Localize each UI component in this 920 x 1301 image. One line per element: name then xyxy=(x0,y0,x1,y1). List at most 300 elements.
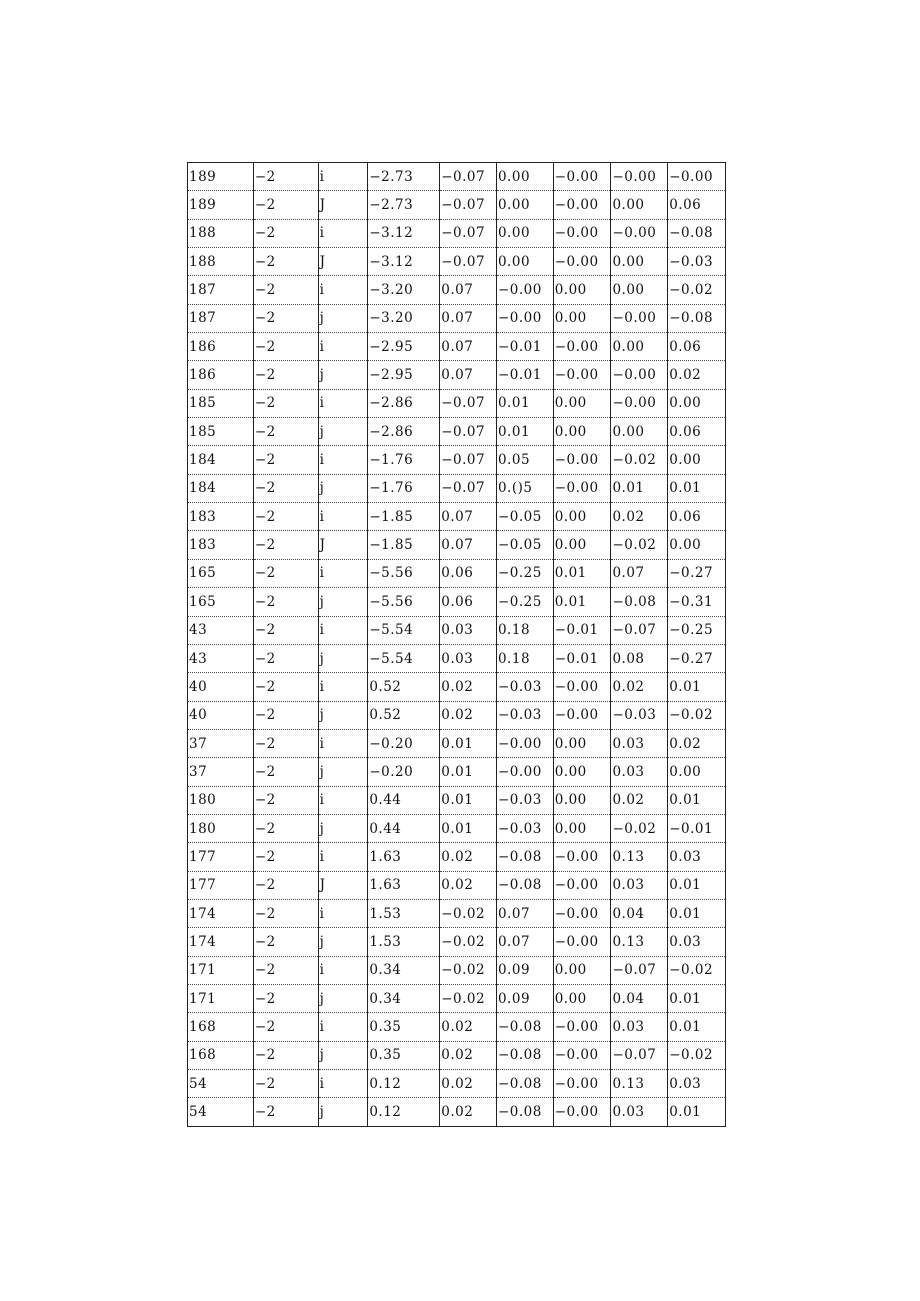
load-case-cell: −2 xyxy=(253,503,318,531)
torsion-cell: −0.00 xyxy=(553,1070,611,1098)
torsion-cell: −0.00 xyxy=(553,1098,611,1126)
axial-force-cell: −2.73 xyxy=(368,191,440,219)
element-id-cell: 168 xyxy=(188,1013,254,1041)
load-case-cell: −2 xyxy=(253,701,318,729)
element-id-cell: 180 xyxy=(188,814,254,842)
load-case-cell: −2 xyxy=(253,814,318,842)
node-end-cell: i xyxy=(318,446,368,474)
element-id-cell: 188 xyxy=(188,219,254,247)
load-case-cell: −2 xyxy=(253,248,318,276)
moment-y-cell: 0.02 xyxy=(611,673,668,701)
shear-z-cell: 0.18 xyxy=(496,616,553,644)
node-end-cell: i xyxy=(318,1013,368,1041)
table-row xyxy=(188,276,726,304)
element-id-cell: 177 xyxy=(188,843,254,871)
moment-y-cell: 0.03 xyxy=(611,758,668,786)
table-row xyxy=(188,361,726,389)
moment-z-cell: −0.02 xyxy=(668,701,726,729)
table-row xyxy=(188,418,726,446)
element-id-cell: 186 xyxy=(188,361,254,389)
moment-y-cell: −0.03 xyxy=(611,701,668,729)
torsion-cell: 0.00 xyxy=(553,418,611,446)
moment-z-cell: −0.02 xyxy=(668,956,726,984)
shear-z-cell: −0.01 xyxy=(496,333,553,361)
shear-y-cell: 0.03 xyxy=(440,644,497,672)
load-case-cell: −2 xyxy=(253,389,318,417)
node-end-cell: i xyxy=(318,956,368,984)
table-row xyxy=(188,333,726,361)
axial-force-cell: −1.85 xyxy=(368,503,440,531)
axial-force-cell: −2.95 xyxy=(368,333,440,361)
load-case-cell: −2 xyxy=(253,729,318,757)
shear-z-cell: −0.01 xyxy=(496,361,553,389)
torsion-cell: 0.01 xyxy=(553,559,611,587)
shear-z-cell: 0.00 xyxy=(496,219,553,247)
moment-z-cell: 0.00 xyxy=(668,389,726,417)
moment-z-cell: 0.06 xyxy=(668,503,726,531)
shear-y-cell: 0.07 xyxy=(440,304,497,332)
axial-force-cell: −2.95 xyxy=(368,361,440,389)
table-row xyxy=(188,163,726,191)
table-row xyxy=(188,559,726,587)
torsion-cell: 0.00 xyxy=(553,729,611,757)
torsion-cell: −0.00 xyxy=(553,899,611,927)
table-row xyxy=(188,814,726,842)
moment-y-cell: −0.08 xyxy=(611,588,668,616)
axial-force-cell: −3.12 xyxy=(368,219,440,247)
axial-force-cell: −5.54 xyxy=(368,616,440,644)
element-id-cell: 54 xyxy=(188,1070,254,1098)
moment-z-cell: 0.01 xyxy=(668,474,726,502)
shear-y-cell: 0.03 xyxy=(440,616,497,644)
moment-z-cell: 0.01 xyxy=(668,673,726,701)
moment-y-cell: 0.03 xyxy=(611,729,668,757)
shear-y-cell: 0.01 xyxy=(440,814,497,842)
load-case-cell: −2 xyxy=(253,1070,318,1098)
torsion-cell: −0.00 xyxy=(553,446,611,474)
element-id-cell: 37 xyxy=(188,729,254,757)
shear-z-cell: −0.03 xyxy=(496,701,553,729)
moment-y-cell: 0.13 xyxy=(611,843,668,871)
node-end-cell: i xyxy=(318,729,368,757)
moment-y-cell: 0.03 xyxy=(611,871,668,899)
moment-y-cell: −0.00 xyxy=(611,389,668,417)
axial-force-cell: 0.12 xyxy=(368,1070,440,1098)
element-id-cell: 185 xyxy=(188,389,254,417)
moment-z-cell: −0.03 xyxy=(668,248,726,276)
moment-y-cell: 0.13 xyxy=(611,1070,668,1098)
node-end-cell: i xyxy=(318,786,368,814)
shear-y-cell: 0.02 xyxy=(440,843,497,871)
shear-z-cell: −0.08 xyxy=(496,1013,553,1041)
moment-y-cell: 0.07 xyxy=(611,559,668,587)
torsion-cell: −0.01 xyxy=(553,644,611,672)
load-case-cell: −2 xyxy=(253,1041,318,1069)
torsion-cell: −0.00 xyxy=(553,1013,611,1041)
load-case-cell: −2 xyxy=(253,1013,318,1041)
torsion-cell: 0.00 xyxy=(553,304,611,332)
moment-z-cell: −0.25 xyxy=(668,616,726,644)
torsion-cell: −0.00 xyxy=(553,843,611,871)
shear-z-cell: 0.01 xyxy=(496,389,553,417)
torsion-cell: −0.00 xyxy=(553,219,611,247)
table-row xyxy=(188,899,726,927)
node-end-cell: j xyxy=(318,1098,368,1126)
axial-force-cell: 0.52 xyxy=(368,701,440,729)
moment-z-cell: 0.01 xyxy=(668,871,726,899)
shear-y-cell: −0.07 xyxy=(440,418,497,446)
shear-y-cell: −0.07 xyxy=(440,248,497,276)
shear-y-cell: 0.02 xyxy=(440,673,497,701)
torsion-cell: −0.00 xyxy=(553,191,611,219)
moment-z-cell: 0.06 xyxy=(668,418,726,446)
axial-force-cell: 0.44 xyxy=(368,786,440,814)
moment-y-cell: 0.00 xyxy=(611,418,668,446)
internal-forces-table xyxy=(187,162,726,1127)
shear-y-cell: 0.07 xyxy=(440,361,497,389)
shear-y-cell: 0.01 xyxy=(440,729,497,757)
axial-force-cell: −2.73 xyxy=(368,163,440,191)
shear-z-cell: 0.01 xyxy=(496,418,553,446)
node-end-cell: j xyxy=(318,304,368,332)
torsion-cell: 0.00 xyxy=(553,276,611,304)
moment-z-cell: 0.03 xyxy=(668,1070,726,1098)
shear-z-cell: −0.08 xyxy=(496,871,553,899)
table-row xyxy=(188,956,726,984)
load-case-cell: −2 xyxy=(253,276,318,304)
shear-z-cell: −0.00 xyxy=(496,304,553,332)
shear-z-cell: 0.05 xyxy=(496,446,553,474)
shear-y-cell: −0.07 xyxy=(440,219,497,247)
table-row xyxy=(188,1098,726,1126)
shear-z-cell: −0.08 xyxy=(496,1098,553,1126)
element-id-cell: 40 xyxy=(188,673,254,701)
node-end-cell: j xyxy=(318,701,368,729)
shear-y-cell: −0.07 xyxy=(440,191,497,219)
axial-force-cell: −5.54 xyxy=(368,644,440,672)
torsion-cell: −0.00 xyxy=(553,701,611,729)
axial-force-cell: −3.12 xyxy=(368,248,440,276)
torsion-cell: −0.01 xyxy=(553,616,611,644)
shear-y-cell: 0.01 xyxy=(440,786,497,814)
shear-z-cell: −0.03 xyxy=(496,673,553,701)
table-row xyxy=(188,503,726,531)
axial-force-cell: −5.56 xyxy=(368,588,440,616)
load-case-cell: −2 xyxy=(253,191,318,219)
shear-y-cell: −0.07 xyxy=(440,163,497,191)
moment-y-cell: 0.02 xyxy=(611,503,668,531)
moment-z-cell: 0.02 xyxy=(668,361,726,389)
shear-y-cell: 0.02 xyxy=(440,1041,497,1069)
shear-y-cell: −0.02 xyxy=(440,899,497,927)
table-row xyxy=(188,389,726,417)
element-id-cell: 54 xyxy=(189,1104,208,1121)
moment-y-cell: 0.00 xyxy=(611,276,668,304)
axial-force-cell: −2.86 xyxy=(368,418,440,446)
table-row xyxy=(188,616,726,644)
load-case-cell: −2 xyxy=(253,984,318,1012)
element-id-cell: 180 xyxy=(188,786,254,814)
moment-z-cell: −0.27 xyxy=(668,644,726,672)
element-id-cell: 171 xyxy=(188,984,254,1012)
shear-y-cell: 0.01 xyxy=(440,758,497,786)
load-case-cell: −2 xyxy=(253,588,318,616)
table-row xyxy=(188,531,726,559)
moment-z-cell: 0.00 xyxy=(668,531,726,559)
axial-force-cell: 0.52 xyxy=(368,673,440,701)
shear-z-cell: −0.05 xyxy=(496,503,553,531)
element-id-cell: 177 xyxy=(188,871,254,899)
table-row xyxy=(188,446,726,474)
moment-z-cell: 0.02 xyxy=(668,729,726,757)
element-id-cell: 189 xyxy=(188,191,254,219)
torsion-cell: −0.00 xyxy=(553,1041,611,1069)
moment-y-cell: 0.13 xyxy=(611,928,668,956)
shear-y-cell: 0.07 xyxy=(440,333,497,361)
load-case-cell: −2 xyxy=(253,219,318,247)
shear-z-cell: 0.09 xyxy=(496,956,553,984)
node-end-cell: j xyxy=(318,814,368,842)
moment-z-cell: 0.03 xyxy=(668,843,726,871)
table-row xyxy=(188,588,726,616)
axial-force-cell: −3.20 xyxy=(368,304,440,332)
shear-y-cell: −0.07 xyxy=(440,474,497,502)
element-id-cell: 165 xyxy=(188,559,254,587)
table-row xyxy=(188,701,726,729)
element-id-cell: 43 xyxy=(188,644,254,672)
axial-force-cell: 0.34 xyxy=(368,956,440,984)
node-end-cell: j xyxy=(318,928,368,956)
moment-z-cell: 0.00 xyxy=(668,758,726,786)
table-row xyxy=(188,191,726,219)
element-id-cell: 174 xyxy=(188,928,254,956)
moment-z-cell: 0.01 xyxy=(668,786,726,814)
load-case-cell: −2 xyxy=(253,446,318,474)
node-end-cell: i xyxy=(318,219,368,247)
load-case-cell: −2 xyxy=(253,418,318,446)
node-end-cell: J xyxy=(318,248,368,276)
axial-force-cell: 0.35 xyxy=(368,1013,440,1041)
element-id-cell: 186 xyxy=(188,333,254,361)
load-case-cell: −2 xyxy=(253,899,318,927)
table-row xyxy=(188,219,726,247)
torsion-cell: 0.00 xyxy=(553,814,611,842)
load-case-cell: −2 xyxy=(253,531,318,559)
element-id-cell: 188 xyxy=(188,248,254,276)
shear-y-cell: −0.07 xyxy=(440,389,497,417)
axial-force-cell: 0.34 xyxy=(368,984,440,1012)
shear-y-cell: −0.07 xyxy=(440,446,497,474)
shear-z-cell: 0.07 xyxy=(496,899,553,927)
node-end-cell: j xyxy=(318,588,368,616)
shear-y-cell: 0.02 xyxy=(440,1070,497,1098)
element-id-cell: 184 xyxy=(188,446,254,474)
shear-y-cell: 0.07 xyxy=(440,531,497,559)
table-row xyxy=(188,758,726,786)
table-row xyxy=(188,1013,726,1041)
node-end-cell: j xyxy=(318,758,368,786)
load-case-cell: −2 xyxy=(253,616,318,644)
torsion-cell: −0.00 xyxy=(553,474,611,502)
moment-z-cell: 0.06 xyxy=(668,333,726,361)
table-row xyxy=(188,786,726,814)
load-case-cell: −2 xyxy=(253,786,318,814)
shear-z-cell: 0.00 xyxy=(496,163,553,191)
node-end-cell: j xyxy=(318,418,368,446)
shear-z-cell: −0.08 xyxy=(496,1041,553,1069)
axial-force-cell: −3.20 xyxy=(368,276,440,304)
moment-y-cell: 0.01 xyxy=(611,474,668,502)
load-case-cell: −2 xyxy=(253,758,318,786)
element-id-cell: 185 xyxy=(188,418,254,446)
torsion-cell: −0.00 xyxy=(553,163,611,191)
moment-y-cell: −0.02 xyxy=(611,814,668,842)
node-end-cell: i xyxy=(318,899,368,927)
shear-z-cell: −0.00 xyxy=(496,276,553,304)
shear-z-cell: 0.09 xyxy=(496,984,553,1012)
shear-z-cell: 0.()5 xyxy=(496,474,553,502)
table-row xyxy=(188,474,726,502)
shear-z-cell: −0.03 xyxy=(496,786,553,814)
node-end-cell: i xyxy=(318,616,368,644)
torsion-cell: −0.00 xyxy=(553,248,611,276)
element-id-cell: 187 xyxy=(188,304,254,332)
axial-force-cell: −0.20 xyxy=(368,729,440,757)
moment-z-cell: 0.03 xyxy=(668,928,726,956)
node-end-cell: i xyxy=(318,843,368,871)
element-id-cell: 183 xyxy=(188,531,254,559)
shear-y-cell: 0.02 xyxy=(440,701,497,729)
load-case-cell: −2 xyxy=(253,474,318,502)
element-id-cell: 183 xyxy=(188,503,254,531)
node-end-cell: J xyxy=(318,871,368,899)
node-end-cell: J xyxy=(318,191,368,219)
load-case-cell: −2 xyxy=(253,163,318,191)
moment-z-cell: −0.27 xyxy=(668,559,726,587)
torsion-cell: −0.00 xyxy=(553,928,611,956)
node-end-cell: i xyxy=(318,673,368,701)
moment-y-cell: −0.00 xyxy=(611,219,668,247)
moment-z-cell: −0.00 xyxy=(668,163,726,191)
shear-z-cell: −0.08 xyxy=(496,843,553,871)
node-end-cell: i xyxy=(318,503,368,531)
torsion-cell: 0.00 xyxy=(553,786,611,814)
shear-z-cell: −0.05 xyxy=(496,531,553,559)
table-row xyxy=(188,644,726,672)
node-end-cell: i xyxy=(318,1070,368,1098)
moment-y-cell: −0.07 xyxy=(611,956,668,984)
moment-z-cell: 0.01 xyxy=(668,1013,726,1041)
load-case-cell: −2 xyxy=(253,871,318,899)
moment-z-cell: 0.06 xyxy=(668,191,726,219)
torsion-cell: 0.00 xyxy=(553,531,611,559)
moment-y-cell: −0.07 xyxy=(611,1041,668,1069)
element-id-cell: 40 xyxy=(188,701,254,729)
shear-z-cell: 0.00 xyxy=(496,191,553,219)
table-row xyxy=(188,871,726,899)
node-end-cell: j xyxy=(318,361,368,389)
axial-force-cell: −1.76 xyxy=(368,474,440,502)
torsion-cell: 0.01 xyxy=(553,588,611,616)
element-id-cell: 184 xyxy=(188,474,254,502)
torsion-cell: 0.00 xyxy=(553,503,611,531)
moment-z-cell: −0.08 xyxy=(668,219,726,247)
node-end-cell: i xyxy=(318,163,368,191)
table-row xyxy=(188,729,726,757)
torsion-cell: −0.00 xyxy=(553,333,611,361)
moment-y-cell: −0.00 xyxy=(611,163,668,191)
axial-force-cell: 1.63 xyxy=(368,871,440,899)
axial-force-cell: 0.35 xyxy=(368,1041,440,1069)
moment-z-cell: 0.01 xyxy=(668,1098,726,1126)
axial-force-cell: 1.53 xyxy=(368,928,440,956)
moment-y-cell: 0.00 xyxy=(611,333,668,361)
moment-z-cell: −0.01 xyxy=(668,814,726,842)
axial-force-cell: 1.63 xyxy=(368,843,440,871)
moment-y-cell: −0.02 xyxy=(611,531,668,559)
load-case-cell: −2 xyxy=(253,333,318,361)
moment-y-cell: 0.04 xyxy=(611,984,668,1012)
element-id-cell: 171 xyxy=(188,956,254,984)
moment-y-cell: −0.02 xyxy=(611,446,668,474)
shear-y-cell: 0.07 xyxy=(440,276,497,304)
table-row xyxy=(188,928,726,956)
element-id-cell: 37 xyxy=(188,758,254,786)
shear-y-cell: 0.02 xyxy=(440,1013,497,1041)
table-row xyxy=(188,304,726,332)
moment-y-cell: 0.08 xyxy=(611,644,668,672)
moment-z-cell: −0.02 xyxy=(668,276,726,304)
table-row xyxy=(188,248,726,276)
shear-z-cell: 0.00 xyxy=(496,248,553,276)
node-end-cell: J xyxy=(318,531,368,559)
shear-y-cell: 0.06 xyxy=(440,559,497,587)
table-row xyxy=(188,1070,726,1098)
node-end-cell: i xyxy=(318,276,368,304)
load-case-cell: −2 xyxy=(253,361,318,389)
moment-z-cell: −0.08 xyxy=(668,304,726,332)
shear-z-cell: −0.08 xyxy=(496,1070,553,1098)
node-end-cell: i xyxy=(318,389,368,417)
load-case-cell: −2 xyxy=(253,843,318,871)
shear-y-cell: −0.02 xyxy=(440,928,497,956)
moment-y-cell: 0.00 xyxy=(611,191,668,219)
axial-force-cell: −5.56 xyxy=(368,559,440,587)
moment-y-cell: 0.03 xyxy=(611,1098,668,1126)
moment-z-cell: 0.01 xyxy=(668,984,726,1012)
shear-y-cell: −0.02 xyxy=(440,984,497,1012)
moment-z-cell: −0.31 xyxy=(668,588,726,616)
moment-y-cell: 0.02 xyxy=(611,786,668,814)
element-id-cell: 43 xyxy=(188,616,254,644)
load-case-cell: −2 xyxy=(253,956,318,984)
torsion-cell: 0.00 xyxy=(553,956,611,984)
moment-y-cell: −0.00 xyxy=(611,304,668,332)
axial-force-cell: 1.53 xyxy=(368,899,440,927)
table-body xyxy=(188,163,726,1127)
element-id-cell: 174 xyxy=(188,899,254,927)
torsion-cell: −0.00 xyxy=(553,871,611,899)
shear-y-cell: −0.02 xyxy=(440,956,497,984)
shear-y-cell: 0.02 xyxy=(440,1098,497,1126)
shear-z-cell: −0.25 xyxy=(496,588,553,616)
load-case-cell: −2 xyxy=(253,644,318,672)
torsion-cell: 0.00 xyxy=(553,758,611,786)
element-id-cell: 165 xyxy=(188,588,254,616)
shear-z-cell: −0.00 xyxy=(496,758,553,786)
shear-y-cell: 0.07 xyxy=(440,503,497,531)
table-row xyxy=(188,984,726,1012)
